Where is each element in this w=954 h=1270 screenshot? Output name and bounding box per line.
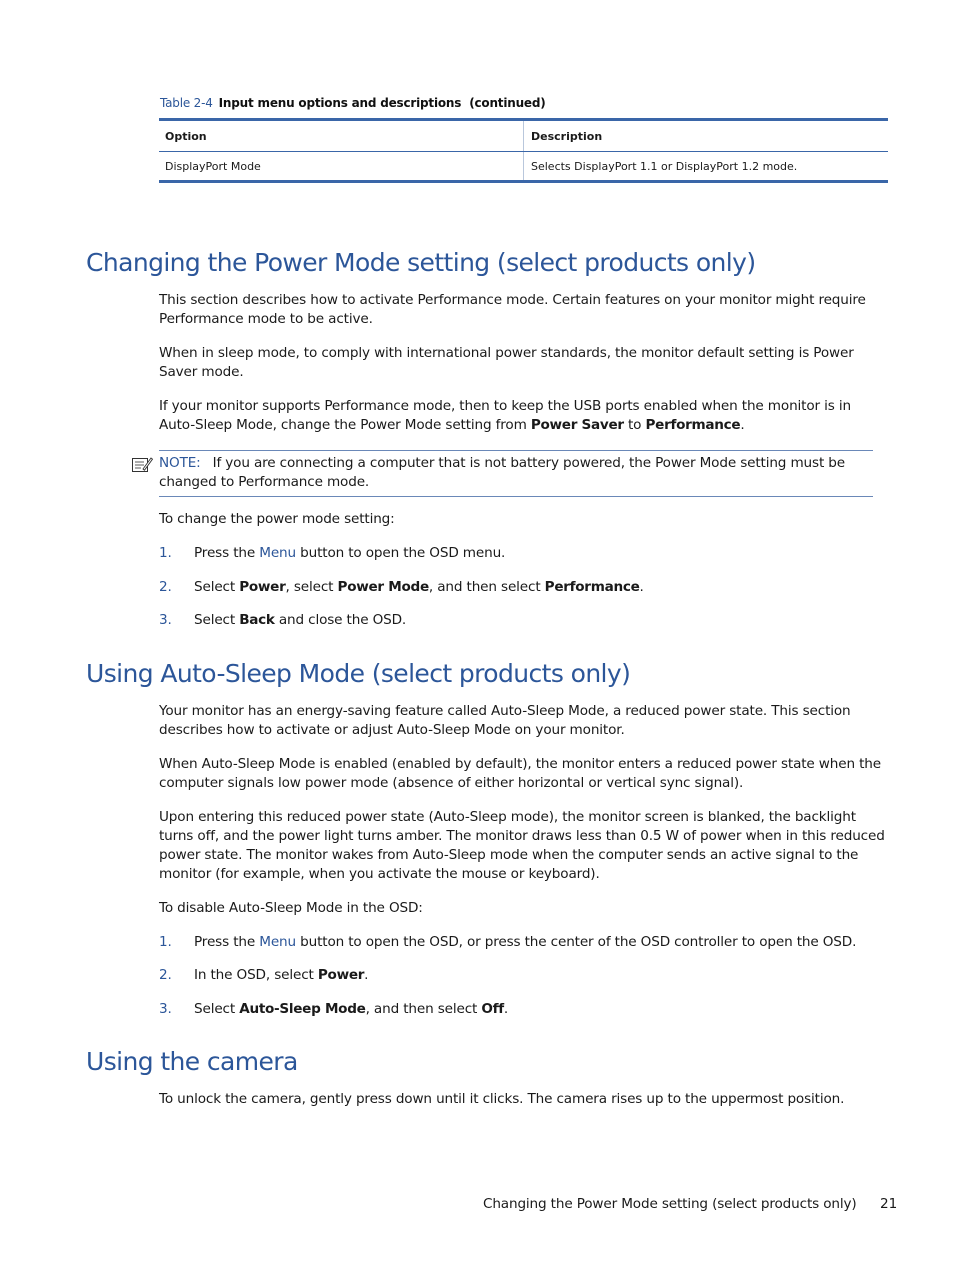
text-run: button to open the OSD menu. — [295, 545, 506, 561]
table-header-row — [159, 121, 888, 151]
text-run: button to open the OSD, or press the center of the OSD controller to open the OSD. — [295, 934, 857, 950]
section-heading-auto-sleep: Using Auto-Sleep Mode (select products only) — [86, 659, 631, 688]
ui-term-auto-sleep-mode: Auto-Sleep Mode — [239, 1001, 366, 1017]
text-run: Select — [194, 1001, 240, 1017]
menu-link[interactable]: Menu — [259, 545, 296, 561]
text-run: , and then select — [428, 579, 545, 595]
text-run: and close the OSD. — [274, 612, 407, 628]
ui-term-off: Off — [481, 1001, 504, 1017]
footer-title: Changing the Power Mode setting (select products only) — [483, 1196, 857, 1212]
section-heading-power-mode: Changing the Power Mode setting (select products only) — [86, 248, 756, 277]
ui-term-performance: Performance — [645, 417, 741, 433]
step-text — [194, 966, 368, 985]
text-run: . — [364, 967, 369, 983]
text-run: Select — [194, 612, 240, 628]
ui-term-power: Power — [239, 579, 286, 595]
step-number: 3. — [159, 612, 172, 628]
options-table — [159, 118, 888, 183]
ui-term-power: Power — [317, 967, 365, 983]
table-caption — [160, 96, 546, 110]
ui-term-power-saver: Power Saver — [530, 417, 624, 433]
ui-term-performance: Performance — [544, 579, 640, 595]
paragraph: To unlock the camera, gently press down until it clicks. The camera rises up to the uppermost position. — [159, 1091, 845, 1107]
step-text — [194, 544, 505, 563]
text-run: . — [639, 579, 644, 595]
note-icon — [131, 456, 153, 474]
text-run: Press the — [194, 934, 260, 950]
text-run: , and then select — [365, 1001, 482, 1017]
paragraph: This section describes how to activate Performance mode. Certain features on your monitor might require Performance mode to be active. — [159, 292, 866, 327]
header-option: Option — [165, 130, 207, 143]
step-number: 1. — [159, 934, 172, 950]
note-top-rule — [159, 450, 873, 451]
step-text — [194, 611, 406, 630]
text-run: to — [623, 417, 646, 433]
step-text — [194, 578, 644, 597]
table-continued: (continued) — [469, 96, 546, 110]
text-run: . — [503, 1001, 509, 1017]
menu-link[interactable]: Menu — [259, 934, 296, 950]
cell-description: Selects DisplayPort 1.1 or DisplayPort 1.2 mode. — [531, 160, 798, 173]
text-run: . — [740, 417, 745, 433]
text-run: Press the — [194, 545, 260, 561]
note-box — [159, 454, 873, 492]
paragraph: Your monitor has an energy-saving feature called Auto-Sleep Mode, a reduced power state. This section describes how to activate or adjust Auto-Sleep Mode on your monitor. — [159, 703, 851, 738]
text-run: , select — [285, 579, 338, 595]
note-text: If you are connecting a computer that is not battery powered, the Power Mode setting must be changed to Performance mode. — [159, 455, 845, 490]
paragraph — [159, 397, 889, 435]
header-description: Description — [531, 130, 603, 143]
cell-option: DisplayPort Mode — [165, 160, 261, 173]
step-number: 1. — [159, 545, 172, 561]
ui-term-back: Back — [239, 612, 275, 628]
text-run: If your monitor supports Performance mode, then to keep the USB ports enabled when the monitor is in Auto-Sleep Mode, change the Power Mode setting from — [159, 398, 851, 433]
ui-term-power-mode: Power Mode — [337, 579, 429, 595]
paragraph: To change the power mode setting: — [159, 511, 395, 527]
paragraph: Upon entering this reduced power state (Auto-Sleep mode), the monitor screen is blanked, the backlight turns off, and the power light turns amber. The monitor draws less than 0.5 W of power when in this reduced power state. The monitor wakes from Auto-Sleep mode when the computer sends an active signal to the monitor (for example, when you activate the mouse or keyboard). — [159, 809, 885, 882]
page-number: 21 — [880, 1196, 898, 1212]
table-row — [159, 152, 888, 180]
paragraph: When Auto-Sleep Mode is enabled (enabled by default), the monitor enters a reduced power state when the computer signals low power mode (absence of either horizontal or vertical sync signal). — [159, 756, 881, 791]
paragraph: When in sleep mode, to comply with international power standards, the monitor default setting is Power Saver mode. — [159, 345, 854, 380]
note-bottom-rule — [159, 496, 873, 497]
table-number: Table 2-4 — [160, 96, 213, 110]
step-number: 3. — [159, 1001, 172, 1017]
note-label: NOTE: — [159, 455, 201, 471]
step-text — [194, 1000, 508, 1019]
table-title: Input menu options and descriptions — [218, 96, 462, 110]
step-number: 2. — [159, 579, 172, 595]
text-run: In the OSD, select — [194, 967, 318, 983]
step-text — [194, 933, 856, 952]
text-run: Select — [194, 579, 240, 595]
paragraph: To disable Auto-Sleep Mode in the OSD: — [159, 900, 423, 916]
table-bottom-rule — [159, 180, 888, 183]
step-number: 2. — [159, 967, 172, 983]
section-heading-camera: Using the camera — [86, 1047, 298, 1076]
